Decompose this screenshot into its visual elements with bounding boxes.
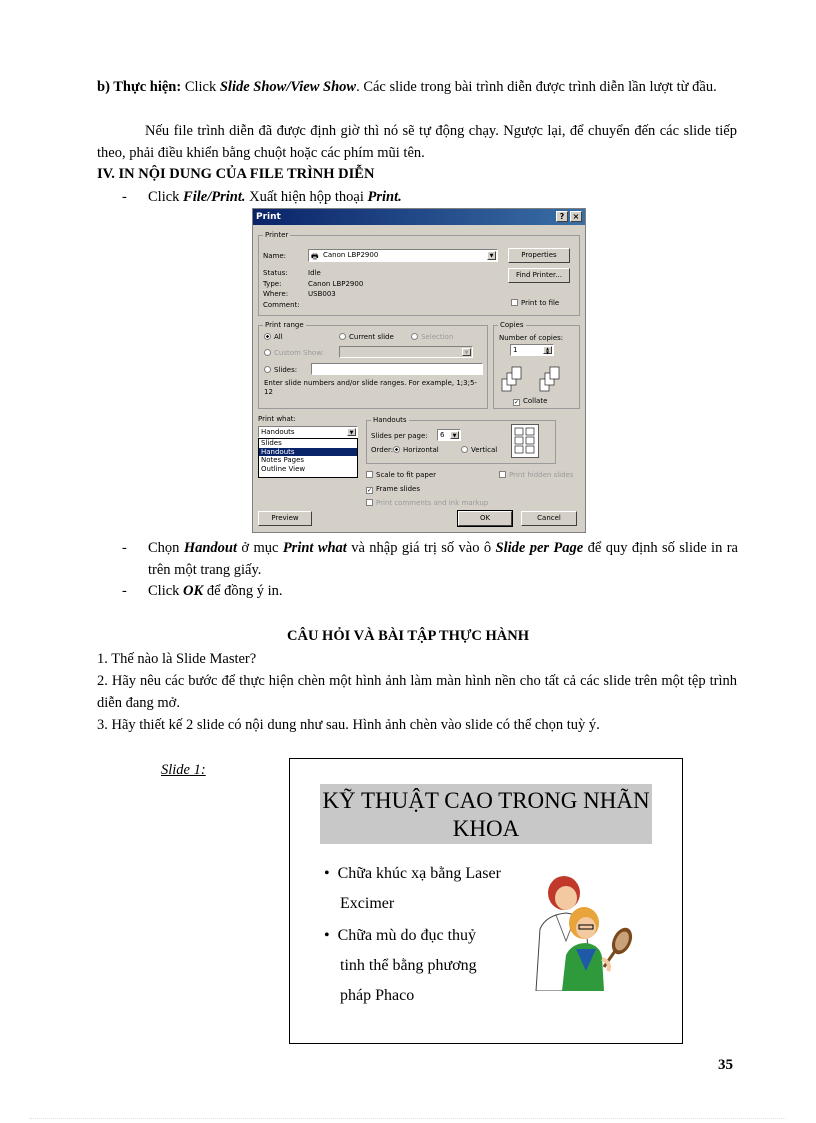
radio-slides-label: Slides: [274,366,298,374]
step-2-slide-per-page: Slide per Page [495,540,584,556]
check-icon: ✓ [367,487,373,494]
radio-slides[interactable] [264,366,297,374]
spinner-arrows-icon[interactable]: ▲ ▼ [543,346,552,354]
radio-current-slide[interactable] [339,333,394,341]
check-icon: ✓ [514,399,520,406]
printer-name-select[interactable] [308,249,498,262]
print-hidden-checkbox[interactable] [499,471,574,479]
step-2 [148,537,738,581]
range-hint: Enter slide numbers and/or slide ranges. For example, 1;3;5-12 [264,379,477,396]
radio-all[interactable] [264,333,283,341]
close-button[interactable]: × [570,211,582,222]
step-3 [148,581,283,601]
slide-bullet: • Chữa khúc xạ bằng Laser Excimer [324,865,501,912]
radio-custom-show-label: Custom Show: [274,349,324,357]
radio-vertical[interactable] [461,446,497,454]
question-1: 1. Thế nào là Slide Master? [97,651,257,667]
page-number: 35 [718,1057,733,1073]
option-slides[interactable]: Slides [261,439,282,447]
printer-group-label: Printer [265,231,289,239]
bullet-dash: - [122,583,127,599]
question-3: 3. Hãy thiết kế 2 slide có nội dung như sau. Hình ảnh chèn vào slide có thể chọn tuỳ ý. [97,717,600,733]
find-printer-button[interactable]: Find Printer... [508,268,570,283]
slide-bullets [324,859,504,1011]
intro-label: b) Thực hiện: [97,79,182,95]
step-2-text-4: để quy định số slide in ra trên một trang giấy. [148,540,738,578]
ok-button[interactable]: OK [458,511,512,526]
slide-bullet: • Chữa mù do đục thuỷ tinh thể bằng phương pháp Phaco [324,927,477,1004]
print-to-file-checkbox[interactable] [511,299,559,307]
printer-info-labels [263,268,300,310]
radio-selection[interactable] [411,333,453,341]
collate-icon [500,359,578,395]
step-2-text-2: ở mục [237,540,283,556]
properties-button[interactable]: Properties [508,248,570,263]
questions-heading: CÂU HỎI VÀ BÀI TẬP THỰC HÀNH [287,628,529,644]
radio-selected-icon [264,333,271,340]
comment-label: Comment: [263,300,300,309]
step-2-text-3: và nhập giá trị số vào ô [346,540,496,556]
intro-paragraph [97,76,737,98]
option-handouts[interactable]: Handouts [259,448,357,457]
intro-command: Slide Show/View Show [219,79,357,95]
num-copies-label: Number of copies: [499,334,564,342]
radio-custom-show[interactable] [264,349,324,357]
copies-spinner[interactable] [510,344,554,356]
intro-text-2: . Các slide trong bài trình diễn được trình diễn lần lượt từ đầu. [356,79,717,95]
radio-icon [461,446,468,453]
section-heading: IV. IN NỘI DUNG CỦA FILE TRÌNH DIỄN [97,166,375,182]
checkbox-icon [366,471,373,478]
step-3-text-2: để đồng ý in. [203,583,283,599]
radio-horizontal-label: Horizontal [403,446,439,454]
scale-checkbox[interactable] [366,471,436,479]
checkbox-icon [499,471,506,478]
radio-icon [264,349,271,356]
bullet-dash: - [122,189,127,205]
intro-paragraph-2: Nếu file trình diễn đã được định giờ thì nó sẽ tự động chạy. Ngược lại, để chuyển đến các slide tiếp theo, phải điều khiển bằng chuột hoặc các phím mũi tên. [97,123,737,161]
step-3-ok: OK [183,583,204,599]
print-dialog [252,208,586,533]
question-2: 2. Hãy nêu các bước để thực hiện chèn một hình ảnh làm màn hình nền cho tất cả các slide trên một tệp trình diễn đang mở. [97,673,737,711]
checkbox-icon [511,299,518,306]
print-what-dropdown [258,438,358,478]
handout-layout-preview-icon [511,424,539,458]
scale-label: Scale to fit paper [376,471,437,479]
step-1-dialog-name: Print. [367,189,402,205]
step-1 [148,187,402,207]
radio-current-slide-label: Current slide [349,333,394,341]
status-value: Idle [308,269,321,277]
where-label: Where: [263,290,289,298]
step-1-command: File/Print. [183,189,246,205]
slide-bullet-text: Chữa mù do đục thuỷ tinh thể bằng phương pháp Phaco [337,927,477,1004]
slides-input[interactable] [311,363,483,375]
status-label: Status: [263,269,288,277]
slide-bullet-text: Chữa khúc xạ bằng Laser Excimer [337,865,501,912]
step-1-text-2: Xuất hiện hộp thoại [245,189,368,205]
copies-value: 1 [513,346,518,354]
print-what-value: Handouts [261,428,295,436]
checkbox-icon [366,499,373,506]
doctor-patient-clipart [522,871,637,991]
step-3-text: Click [148,583,184,599]
cancel-button[interactable]: Cancel [521,511,577,526]
frame-checkbox[interactable] [366,485,420,494]
type-value: Canon LBP2900 [308,279,364,288]
slide-title: KỸ THUẬT CAO TRONG NHÃN KHOA [320,784,652,844]
name-label: Name: [263,252,287,260]
intro-text: Click [181,79,220,95]
print-to-file-label: Print to file [521,299,560,307]
custom-show-select[interactable] [339,346,473,358]
copies-label: Copies [500,321,524,329]
frame-label: Frame slides [376,485,420,493]
slide-1-label: Slide 1: [161,762,206,778]
slide-1-preview [289,758,683,1044]
bullet-dash: - [122,540,127,556]
radio-horizontal[interactable] [393,446,439,454]
collate-label: Collate [523,397,548,405]
dialog-titlebar: Print [253,209,585,225]
slides-per-page-select[interactable] [437,429,461,441]
radio-selection-label: Selection [421,333,454,341]
handouts-label: Handouts [373,416,407,424]
radio-icon [339,333,346,340]
chevron-down-icon[interactable]: ▼ [450,431,459,439]
slides-per-page-value: 6 [440,431,445,439]
radio-selected-icon [393,446,400,453]
printer-icon: 🖶 [311,252,319,261]
print-comments-label: Print comments and ink markup [376,499,489,507]
chevron-down-icon[interactable]: ▼ [487,251,496,260]
radio-icon [264,366,271,373]
step-2-handout: Handout [183,540,237,556]
step-2-print-what: Print what [282,540,347,556]
chevron-down-icon[interactable]: ▼ [347,428,356,436]
radio-icon [411,333,418,340]
print-comments-checkbox[interactable] [366,499,488,507]
step-2-text: Chọn [148,540,184,556]
option-notes-pages[interactable]: Notes Pages [261,456,305,464]
printer-info-values [308,268,363,300]
chevron-down-icon: ▼ [462,348,471,356]
order-label: Order: [371,446,394,454]
radio-all-label: All [274,333,283,341]
printer-name-value: Canon LBP2900 [323,251,379,259]
where-value: USB003 [308,290,336,298]
preview-button[interactable]: Preview [258,511,312,526]
print-what-label: Print what: [258,415,296,423]
page-bottom-rule [30,1118,786,1119]
collate-checkbox[interactable] [513,397,547,406]
radio-vertical-label: Vertical [471,446,498,454]
step-1-text: Click [148,189,184,205]
print-range-label: Print range [265,321,304,329]
option-outline-view[interactable]: Outline View [261,464,306,473]
print-hidden-label: Print hidden slides [509,471,574,479]
type-label: Type: [263,279,282,288]
print-what-select[interactable] [258,426,358,438]
slides-per-page-label: Slides per page: [371,432,428,440]
help-button[interactable]: ? [556,211,568,222]
